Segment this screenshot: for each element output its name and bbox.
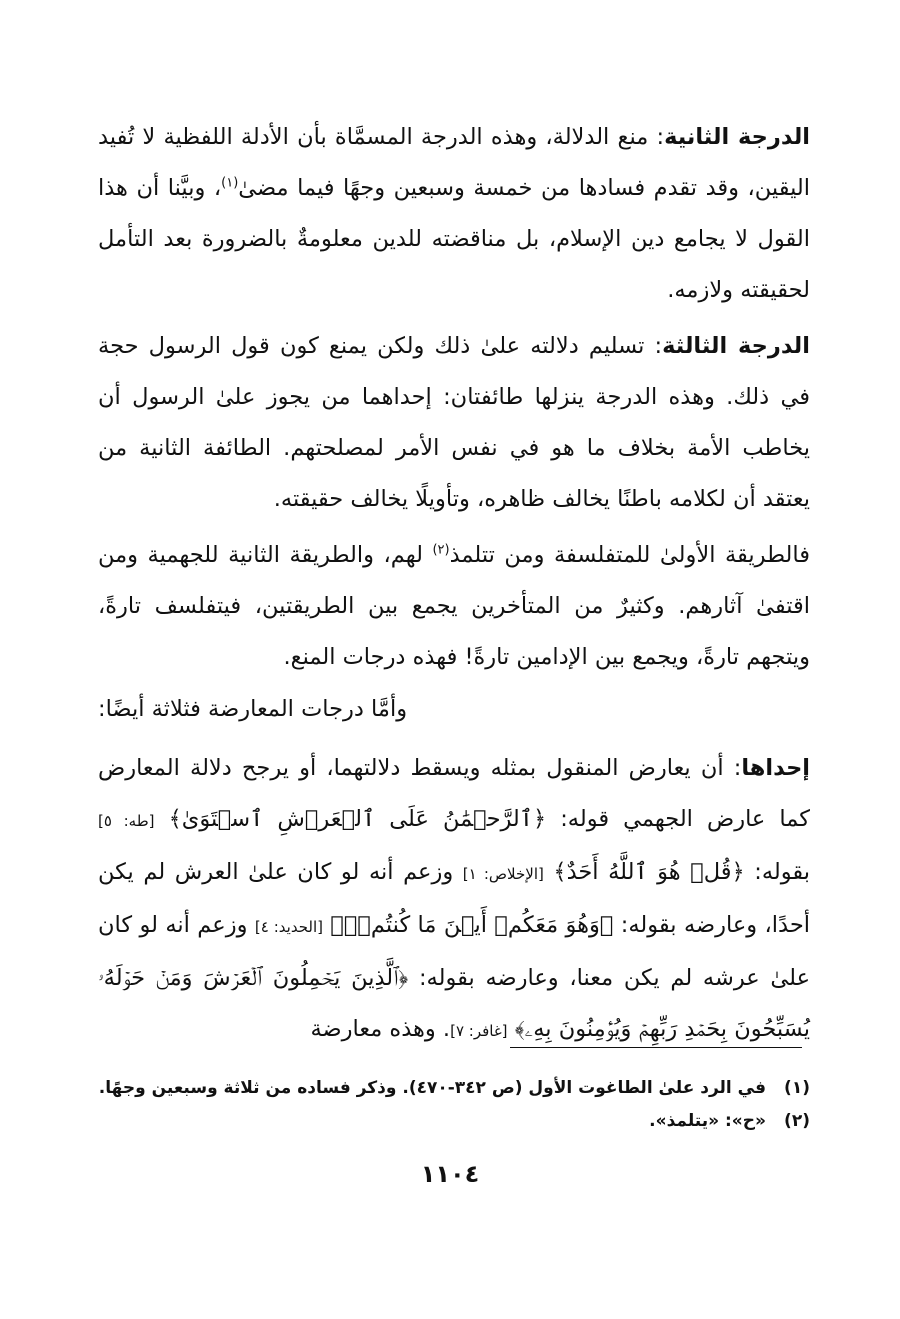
footnotes <box>98 1072 810 1138</box>
paragraph-opposition-intro <box>98 684 407 735</box>
paragraph-lead: إحداها <box>741 755 810 781</box>
paragraph-text: وزعم أنه لو كان علىٰ العرش لم يكن أحدًا، وعارضه بقوله: ﴿وَهُوَ مَعَكُمۡ أَيۡنَ مَا كُنتُمۡۚ﴾ <box>98 859 810 938</box>
paragraph-two-ways <box>98 530 810 683</box>
paragraph-second-degree <box>98 112 810 316</box>
paragraph-lead: الدرجة الثانية <box>664 124 810 150</box>
footnote-number: (١) <box>784 1078 810 1098</box>
page-number: ١١٠٤ <box>420 1160 480 1188</box>
verse-reference: [الحديد: ٤] <box>254 918 323 936</box>
footnote-number: (٢) <box>784 1111 810 1131</box>
paragraph-text: وأمَّا درجات المعارضة فثلاثة أيضًا: <box>98 696 408 722</box>
paragraph-text: : أن يعارض المنقول بمثله ويسقط دلالتهما، أو يرجح دلالة المعارض كما عارض الجهمي قوله: ﴿ٱلرَّحۡمَٰنُ عَلَى ٱلۡعَرۡشِ ٱسۡتَوَىٰ﴾ <box>98 755 810 832</box>
footnote-text: «ح»: «يتلمذ». <box>649 1111 766 1131</box>
footnote-text: في الرد علىٰ الطاغوت الأول (ص ٣٤٢-٤٧٠). وذكر فساده من ثلاثة وسبعين وجهًا. <box>98 1078 766 1098</box>
paragraph-text: فالطريقة الأولىٰ للمتفلسفة ومن تتلمذ <box>449 542 811 568</box>
footnote-ref[interactable]: (٢) <box>432 542 450 558</box>
footnote-ref[interactable]: (١) <box>221 175 239 191</box>
paragraph-first-opposition <box>98 743 810 1057</box>
footnote-item <box>98 1072 810 1105</box>
footnote-item <box>98 1105 810 1138</box>
paragraph-text: لهم، والطريقة الثانية للجهمية ومن اقتفىٰ آثارهم. وكثيرٌ من المتأخرين يجمع بين الطريقتين، فيتفلسف تارةً، ويتجهم تارةً، ويجمع بين الإدامين تارةً! فهذه درجات المنع. <box>98 542 810 670</box>
verse-reference: [طه: ٥] <box>98 812 155 830</box>
paragraph-text: ، وبيَّنا أن هذا القول لا يجامع دين الإسلام، بل مناقضته للدين معلومةٌ بالضرورة بعد التأمل لحقيقته ولازمه. <box>98 175 810 303</box>
verse-reference: [الإخلاص: ١] <box>462 865 544 883</box>
paragraph-lead: الدرجة الثالثة <box>662 333 810 359</box>
verse-reference: [غافر: ٧] <box>450 1022 508 1040</box>
paragraph-text: . وهذه معارضة <box>310 1016 451 1042</box>
paragraph-text: : تسليم دلالته علىٰ ذلك ولكن يمنع كون قول الرسول حجة في ذلك. وهذه الدرجة ينزلها طائفتان: إحداهما من يجوز علىٰ الرسول أن يخاطب الأمة بخلاف ما هو في نفس الأمر لمصلحتهم. الطائفة الثانية من يعتقد أن لكلامه باطنًا يخالف ظاهره، وتأويلًا يخالف حقيقته. <box>98 333 810 512</box>
paragraph-text: : منع الدلالة، وهذه الدرجة المسمَّاة بأن الأدلة اللفظية لا تُفيد اليقين، وقد تقدم فسادها من خمسة وسبعين وجهًا فيما مضىٰ <box>98 124 810 201</box>
paragraph-third-degree <box>98 321 810 525</box>
paragraph-text: وزعم أنه لو كان علىٰ عرشه لم يكن معنا، وعارضه بقوله: ﴿ٱلَّذِينَ يَحۡمِلُونَ ٱلۡعَرۡشَ وَمَنۡ حَوۡلَهُۥ يُسَبِّحُونَ بِحَمۡدِ رَبِّهِمۡ وَيُؤۡمِنُونَ بِهِۦ﴾ <box>98 912 810 1042</box>
paragraph-text: بقوله: ﴿قُلۡ هُوَ ٱللَّهُ أَحَدٌ﴾ <box>543 859 811 885</box>
footnote-divider <box>510 1047 802 1048</box>
